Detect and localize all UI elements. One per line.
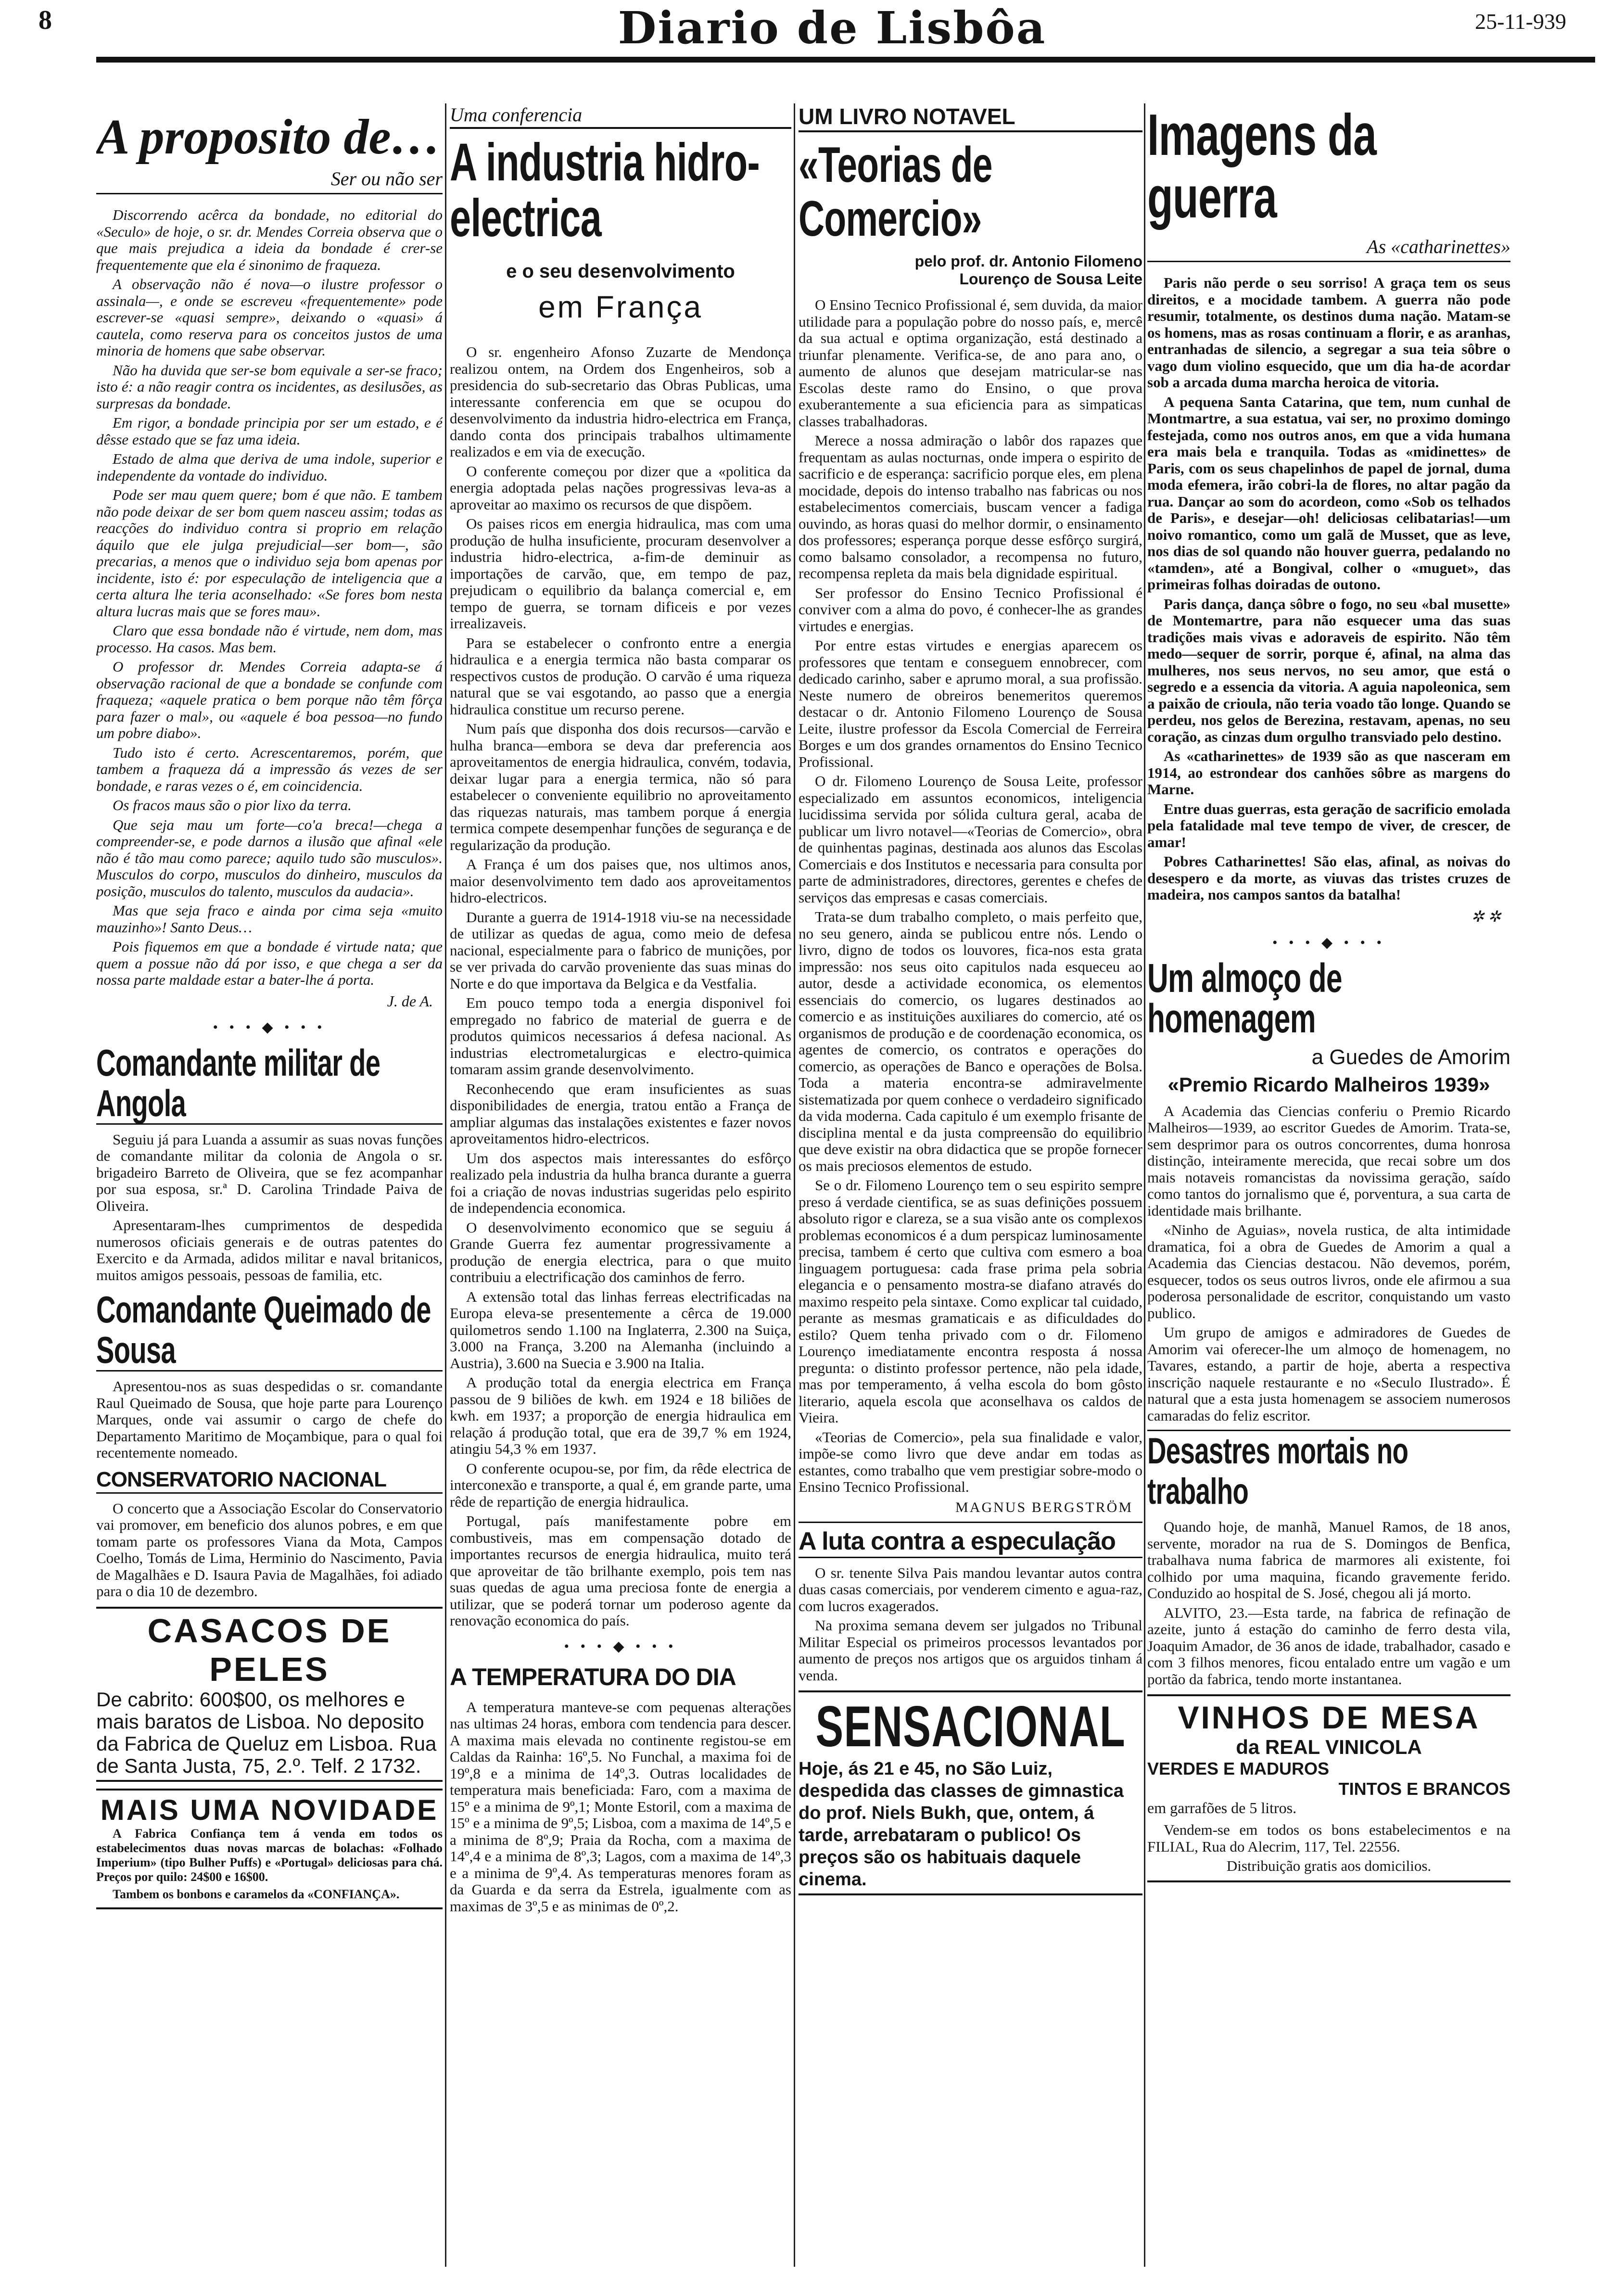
paragraph: Pois fiquemos em que a bondade é virtude nata; que quem a possue não dá por isso, e que chega a ser da nossa parte maldade estar a bater-lhe á porta. xyxy=(96,938,443,988)
paragraph: Um grupo de amigos e admiradores de Guedes de Amorim vai oferecer-lhe um almoço de homenagem, no Tavares, estando, a partir de hoje, aberta a respectiva inscrição naquele restaurante e no «Seculo Ilustrado». É natural que a esta justa homenagem se associem numerosos camaradas do feliz escritor. xyxy=(1147,1324,1510,1424)
page-number: 8 xyxy=(38,5,52,35)
section-headline: CONSERVATORIO NACIONAL xyxy=(96,1467,443,1494)
section-subhead: «Premio Ricardo Malheiros 1939» xyxy=(1167,1073,1490,1096)
ad-line: VERDES E MADUROS xyxy=(1147,1759,1330,1778)
paragraph: Apresentaram-lhes cumprimentos de despedida numerosos oficiais generais e de outras patentes do Exercito e da Armada, adidos militar e naval britanicos, muitos amigos pessoais, pessoas de familia, etc. xyxy=(96,1217,443,1283)
article-headline: «Teorias de Comercio» xyxy=(799,137,992,247)
paragraph: Mas que seja fraco e ainda por cima seja «muito mauzinho»! Santo Deus… xyxy=(96,902,443,936)
ornament-divider: • • • ◆ • • • xyxy=(564,1638,677,1654)
paragraph: A França é um dos paises que, nos ultimos anos, maior desenvolvimento tem dado aos aproveitamentos hidro-electricos. xyxy=(450,856,791,906)
advertisement xyxy=(96,1789,443,1909)
article-signature: J. de A. xyxy=(387,992,433,1010)
column-rule xyxy=(445,103,446,2267)
paragraph: Por entre estas virtudes e energias aparecem os professores que tentam e conseguem ennobrecer, com dedicado carinho, saber e aprumo moral, a sua profissão. Neste numero de obreiros benemeritos queremos destacar o dr. Antonio Filomeno Lourenço de Sousa Leite, ilustre professor da Escola Comercial de Ferreira Borges e um dos grandes ornamentos do Ensino Tecnico Profissional. xyxy=(799,637,1142,770)
paragraph: O concerto que a Associação Escolar do Conservatorio vai promover, em beneficio dos alunos pobres, e em que tomam parte os professores Viana da Mota, Campos Coelho, Tomás de Lima, Herminio do Nascimento, Pavia de Magalhães e D. Isaura Pavia de Magalhães, foi adiado para o dia 10 de dezembro. xyxy=(96,1499,443,1600)
paragraph: Merece a nossa admiração o labôr dos rapazes que frequentam as aulas nocturnas, onde impera o espirito de sacrificio e de esperança: sacrificio porque eles, em plena mocidade, depois do intenso trabalho nas fabricas ou nos estabelecimentos comerciais, buscam vencer a fadiga ouvindo, as horas quasi do melhor dormir, o ensinamento dos professores; esperança porque desse esfôrço surgirá, como balsamo consolador, a recompensa no futuro, recompensa repleta da mais bela dignidade espiritual. xyxy=(799,432,1142,582)
paragraph: A Academia das Ciencias conferiu o Premio Ricardo Malheiros—1939, ao escritor Guedes de Amorim. Trata-se, sem desprimor para os outros concorrentes, duma honrosa distinção, inteiramente merecida, que recai sobre um dos mais notaveis romancistas da novissima geração, saído como tantos do jornalismo que é, porventura, a sua carta de identidade mais brilhante. xyxy=(1147,1102,1510,1219)
paragraph: ALVITO, 23.—Esta tarde, na fabrica de refinação de azeite, junto á estação do caminho de ferro desta vila, Joaquim Amador, de 36 anos de idade, trabalhador, casado e com 3 filhos menores, ficou entalado entre um vagão e um portão da fabrica, tendo morte instantanea. xyxy=(1147,1604,1510,1688)
article-kicker: UM LIVRO NOTAVEL xyxy=(799,103,1142,132)
newspaper-title: Diario de Lisbôa xyxy=(618,2,1047,54)
paragraph: Entre duas guerras, esta geração de sacrificio emolada pela fatalidade mal teve tempo de viver, de crescer, de amar! xyxy=(1147,800,1510,851)
section-headline: A luta contra a especulação xyxy=(799,1522,1142,1558)
article-body xyxy=(1147,275,1510,903)
article-headline: A proposito de… xyxy=(96,109,441,165)
paragraph: A observação não é nova—o ilustre professor o assinala—, e onde se escreveu «frequentemente» pode escrever-se «quasi sempre», deixando o «quasi» á cautela, como reserva para os conceitos justos de uma minoria de homens que sabe observar. xyxy=(96,276,443,359)
ad-text: De cabrito: 600$00, os melhores e mais baratos de Lisboa. No deposito da Fabrica de Queluz em Lisboa. Rua de Santa Justa, 75, 2.º. Telf. 2 1732. xyxy=(96,1688,437,1777)
paragraph: Os fracos maus são o pior lixo da terra. xyxy=(113,797,352,813)
paragraph: Que seja mau um forte—co'a breca!—chega a compreender-se, e pode darnos a ilusão que afinal «ele não é tão mau como parece; aquilo tudo são musculos». Musculos do corpo, musculos do dinheiro, musculos da posição, musculos do talento, musculos da audacia». xyxy=(96,816,443,900)
section-headline: A TEMPERATURA DO DIA xyxy=(450,1663,736,1690)
paragraph: Apresentou-nos as suas despedidas o sr. comandante Raul Queimado de Sousa, que hoje parte para Lourenço Marques, onde vai assumir o cargo de chefe do Departamento Maritimo de Moçambique, para o qual foi recentemente nomeado. xyxy=(96,1378,443,1461)
paragraph: Em pouco tempo toda a energia disponivel foi empregado no fabrico de material de guerra e de produtos quimicos necessarios á defesa nacional. As industrias electrometalurgicas e electro-quimica tomaram assim grande desenvolvimento. xyxy=(450,994,791,1078)
paragraph: Se o dr. Filomeno Lourenço tem o seu espirito sempre preso á verdade cientifica, se as suas definições possuem absoluto rigor e clareza, se a sua visão ante os complexos problemas economicos é a dum perspicaz luminosamente precisa, tambem é certo que cultiva com esmero a boa linguagem portuguesa: cada frase prima pela sobria elegancia e o pensamento mostra-se diafano através do maximo respeito pela sintaxe. Como explicar tal cuidado, perante as mesmas gramaticais e as dificuldades do estilo? Quem tenha privado com o dr. Filomeno Lourenço imediatamente encontra resposta á nossa pregunta: o distinto professor pertence, não pela idade, mas por temperamento, á velha escola do bom gôsto literario, aquela escola que aconselhava os caldos de Vieira. xyxy=(799,1177,1142,1426)
ad-title: CASACOS DE PELES xyxy=(147,1612,392,1688)
paragraph: Os paises ricos em energia hidraulica, mas com uma produção de hulha insuficiente, procuram desenvolver a industria hidro-electrica, a-fim-de deminuir as importações de carvão, que, em tempo de paz, prejudicam o equilibrio da balança comercial e, em tempo de guerra, se tornam dificeis e por vezes irrealizaveis. xyxy=(450,515,791,632)
paragraph: O Ensino Tecnico Profissional é, sem duvida, da maior utilidade para a população pobre do nosso país, e, mercê da sua actual e optima organização, está destinado a triunfar plenamente. Verifica-se, de ano para ano, o aumento de alunos que desejam matricular-se nas Escolas deste ramo do Ensino, o que prova exuberantemente a sua eficiencia para as simpaticas classes trabalhadoras. xyxy=(799,296,1142,430)
ad-title: MAIS UMA NOVIDADE xyxy=(100,1793,439,1826)
paragraph: O sr. engenheiro Afonso Zuzarte de Mendonça realizou ontem, na Ordem dos Engenheiros, sob a presidencia do sub-secretario das Obras Publicas, uma interessante conferencia em que se ocupou do desenvolvimento da industria hidro-electrica em França, dando conta dos principais trabalhos ultimamente realizados e em via de execução. xyxy=(450,343,791,460)
ad-title: VINHOS DE MESA xyxy=(1178,1700,1480,1735)
ad-title: SENSACIONAL xyxy=(815,1694,1126,1759)
paragraph: Pode ser mau quem quere; bom é que não. E tambem não pode deixar de ser bom quem nasceu assim; todas as reacções do individuo contra si proprio em relação áquilo que ele julga prejudicial—ser bom—, são precarias, a menos que o individuo seja bom apenas por incidente, isto é: por especulação de inteligencia que a certa altura lhe teria aconselhado: «Se fores bom nesta altura lucras mais que se fores mau». xyxy=(96,486,443,620)
advertisement xyxy=(1147,1694,1510,1882)
paragraph: Paris não perde o seu sorriso! A graça tem os seus direitos, e a mocidade tambem. A guerra não pode resumir, totalmente, os destinos duma nação. Matam-se os homens, mas as rosas continuam a florir, e as aranhas, entranhadas de silencio, a segregar a sua teia sôbre o vago dum violino esquecido, que um dia ha-de acordar sob a arcada duma marcha heroica de vitoria. xyxy=(1147,274,1510,391)
paragraph: «Teorias de Comercio», pela sua finalidade e valor, impõe-se como livro que deve andar em todas as estantes, como trabalho que vem prestigiar sobre-modo o Ensino Tecnico Profissional. xyxy=(799,1428,1142,1495)
paragraph: A extensão total das linhas ferreas electrificadas na Europa eleva-se presentemente a cêrca de 19.000 quilometros sendo 1.100 na Inglaterra, 2.300 na Suiça, 3.000 na França, 3.200 na Alemanha (incluindo a Austria), 3.600 na Suecia e 3.900 na Italia. xyxy=(450,1288,791,1372)
ornament-divider: • • • ◆ • • • xyxy=(213,1019,326,1035)
masthead-rule xyxy=(96,57,1595,63)
issue-date: 25-11-939 xyxy=(1475,9,1566,34)
article-byline: Lourenço de Sousa Leite xyxy=(959,270,1142,288)
paragraph: O conferente ocupou-se, por fim, da rêde electrica de interconexão e transporte, a qual é, em grande parte, uma rêde de repartição de energia hidraulica. xyxy=(450,1460,791,1510)
paragraph: A produção total da energia electrica em França passou de 9 biliões de kwh. em 1924 e 18 biliões de kwh. em 1937; a proporção de energia hidraulica em relação á produção total, que era de 39,7 % em 1924, atingiu 54,3 % em 1937. xyxy=(450,1374,791,1457)
paragraph: O desenvolvimento economico que se seguiu á Grande Guerra fez aumentar progressivamente a produção de energia electrica, para o que muito contribuiu a electrificação dos caminhos de ferro. xyxy=(450,1219,791,1285)
paragraph: Um dos aspectos mais interessantes do esfôrço realizado pela industria da hulha branca durante a guerra foi a criação de novas industrias sugeridas pelo espirito de independencia economica. xyxy=(450,1149,791,1216)
article-body xyxy=(96,207,443,989)
paragraph: Discorrendo acêrca da bondade, no editorial do «Seculo» de hoje, o sr. dr. Mendes Correia observa que o que mais prejudica a ideia da bondade é crer-se frequentemente que ela é sinonimo de fraqueza. xyxy=(96,206,443,273)
column-4 xyxy=(1147,103,1510,2267)
paragraph: Portugal, país manifestamente pobre em combustiveis, mas em compensação dotado de importantes recursos de energia hidraulica, muito terá que aproveitar de tão brilhante exemplo, pois tem nas suas quedas de agua uma preciosa fonte de energia a utilizar, que se poderá tornar um poderoso agente da renovação economica do país. xyxy=(450,1512,791,1629)
paragraph: Tudo isto é certo. Acrescentaremos, porém, que tambem a fraqueza dá a impressão ás vezes de ser bondade, e raras vezes o é, em coincidencia. xyxy=(96,744,443,794)
paragraph: Trata-se dum trabalho completo, o mais perfeito que, no seu genero, ainda se publicou entre nós. Lendo o livro, digno de todos os louvores, fica-nos esta grata impressão: nos seus oito capitulos nada esqueceu ao autor, desde a actividade economica, os elementos essenciais do comercio, os lugares destinados ao comercio e as instituições auxiliares do comercio, até os organismos de produção e de coordenação economica, os agentes de comercio, os contratos e operações do comercio, as operações de Banco e operações de Bolsa. Toda a materia encontra-se admiravelmente sistematizada por quem conhece o verdadeiro significado da vida moderna. Cada capitulo é um exemplo frisante de disciplina mental e da justa compreensão do equilibrio que deve existir na obra didactica que se propõe fornecer os mais preciosos elementos de estudo. xyxy=(799,908,1142,1174)
column-rule xyxy=(1144,103,1145,2267)
paragraph: Na proxima semana devem ser julgados no Tribunal Militar Especial os primeiros processos levantados por aumento de preços nos artigos que os arguidos tinham á venda. xyxy=(799,1617,1142,1684)
section-subhead: a Guedes de Amorim xyxy=(1311,1045,1510,1069)
paragraph: «Ninho de Aguias», novela rustica, de alta intimidade dramatica, foi a obra de Guedes de Amorim a qual a Academia das Ciencias destacou. Não devemos, porém, esquecer, todos os seus outros livros, onde ele afirmou a sua poderosa personalidade de escritor, conquistando um vasto publico. xyxy=(1147,1221,1510,1321)
ad-text: Hoje, ás 21 e 45, no São Luiz, despedida das classes de gimnastica do prof. Niels Bukh, que, ontem, á tarde, arrebataram o publico! Os preços são os habituais daquele cinema. xyxy=(799,1759,1124,1890)
paragraph: A temperatura manteve-se com pequenas alterações nas ultimas 24 horas, embora com tendencia para descer. A maxima mais elevada no continente registou-se em Caldas da Rainha: 16º,5. No Funchal, a maxima foi de 19º,8 e a minima de 14º,3. Outras localidades de temperatura mais beneficiada: Faro, com a maxima de 15º e a minima de 9º,1; Monte Estoril, com a maxima de 15º e a minima de 9º,5; Lisboa, com a maxima de 14º,5 e a minima de 8º,9; Praia da Rocha, com a maxima de 14º,4 e a minima de 8º,3; Lagos, com a maxima de 14º,3 e a minima de 9º,4. As temperaturas menores foram as da Guarda e da serra da Estrela, igualmente com as maximas de 3º,5 e as minimas de 0º,2. xyxy=(450,1698,791,1915)
ad-text: A Fabrica Confiança tem á venda em todos os estabelecimentos duas novas marcas de bolachas: «Folhado Imperium» (tipo Bulher Puffs) e «Portugal» deliciosas para chá. Preços por quilo: 24$00 e 16$00. xyxy=(96,1826,443,1884)
paragraph: Quando hoje, de manhã, Manuel Ramos, de 18 anos, servente, morador na rua de S. Domingos de Benfica, trabalhava numa fabrica de marmores ali existente, foi colhido por uma maquina, ficando gravemente ferido. Conduzido ao hospital de S. José, chegou ali já morto. xyxy=(1147,1518,1510,1601)
paragraph: O conferente começou por dizer que a «politica da energia adoptada pelas nações progressivas leva-as a aproveitar ao maximo os recursos de que dispõem. xyxy=(450,462,791,513)
paragraph: Estado de alma que deriva de uma indole, superior e independente da vontade do individuo. xyxy=(96,450,443,484)
paragraph: Num país que disponha dos dois recursos—carvão e hulha branca—embora se deva dar preferencia aos aproveitamentos de energia hidraulica, convém, todavia, deixar lugar para a energia termica, não só para estabelecer o conveniente equilibrio no aproveitamento das riquezas naturais, mas tambem porque á energia termica compete desempenhar funções de segurança e de regularização da produção. xyxy=(450,720,791,853)
masthead xyxy=(0,0,1624,53)
paragraph: Pobres Catharinettes! São elas, afinal, as noivas do desespero e da morte, as viuvas das tristes cruzes de madeira, nos campos santos da batalha! xyxy=(1147,853,1510,903)
paragraph: Seguiu já para Luanda a assumir as suas novas funções de comandante militar da colonia de Angola o sr. brigadeiro Barreto de Oliveira, que se fez acompanhar por sua esposa, sr.ª D. Carolina Trindade Paiva de Oliveira. xyxy=(96,1130,443,1214)
column-1 xyxy=(96,103,443,2267)
paragraph: O dr. Filomeno Lourenço de Sousa Leite, professor especializado em assuntos economicos, inteligencia lucidissima servida por sólida cultura geral, acaba de publicar um livro notavel—«Teorias de Comercio», obra de quinhentas paginas, destinada aos alunos das Escolas Comerciais e dos Institutos e necessaria para consulta por parte de administradores, directores, gerentes e chefes de serviços das empresas e casas comerciais. xyxy=(799,773,1142,906)
section-headline: Comandante militar de Angola xyxy=(96,1042,443,1125)
paragraph: Paris dança, dança sôbre o fogo, no seu «bal musette» de Montemartre, para não esquecer uma das suas tradições mais vivas e adoraveis de espirito. Não têm medo—sequer de sorrir, porque é, afinal, na alma das mulheres, nos seus nervos, no seu amor, que está o segredo e a essencia da vitoria. A aguia napoleonica, sem a paixão de crioula, não teria voado tão longe. Quando se perdeu, nos gelos de Berezina, restavam, apenas, no seu coração, as cinzas dum orgulho transviado pelo destino. xyxy=(1147,595,1510,745)
ornament-divider: • • • ◆ • • • xyxy=(1272,934,1386,951)
column-2 xyxy=(450,103,791,2267)
ad-text: Vendem-se em todos os bons estabelecimentos e na FILIAL, Rua do Alecrim, 117, Tel. 22556. xyxy=(1147,1821,1510,1855)
paragraph: Durante a guerra de 1914-1918 viu-se na necessidade de utilizar as quedas de agua, como meio de defesa nacional, especialmente para o fabrico de munições, por se ver privada do carvão proveniente das suas minas do Norte e do que importava da Belgica e da Vestfalia. xyxy=(450,908,791,992)
ad-line: em garrafões de 5 litros. xyxy=(1147,1799,1297,1816)
article-headline: Imagens da guerra xyxy=(1147,103,1377,230)
article-byline: pelo prof. dr. Antonio Filomeno xyxy=(914,253,1142,270)
column-rule xyxy=(794,103,795,2267)
paragraph: Reconhecendo que eram insuficientes as suas disponibilidades de energia, tratou então a França de ampliar algumas das instalações existentes e fazer novos aproveitamentos hidro-electricos. xyxy=(450,1080,791,1147)
section-mark: ✲ ✲ xyxy=(1471,907,1501,925)
section-headline: Comandante Queimado de Sousa xyxy=(96,1289,443,1372)
advertisement xyxy=(799,1690,1142,1895)
article-subhead: em França xyxy=(538,290,703,324)
paragraph: Para se estabelecer o confronto entre a energia hidraulica e a energia termica não basta comparar os respectivos custos de produção. O carvão é uma riqueza natural que se vai esgotando, ao passo que a energia hidraulica constitue um recurso perene. xyxy=(450,634,791,718)
paragraph: Não ha duvida que ser-se bom equivale a ser-se fraco; isto é: a não reagir contra os incidentes, as desilusões, as surpresas da bondade. xyxy=(96,361,443,412)
ad-text: Tambem os bonbons e caramelos da «CONFIANÇA». xyxy=(113,1887,400,1901)
ad-text: Distribuição gratis aos domicilios. xyxy=(1226,1857,1432,1874)
paragraph: As «catharinettes» de 1939 são as que nasceram em 1914, ao estrondear dos canhões sôbre as margens do Marne. xyxy=(1147,748,1510,798)
ad-line: TINTOS E BRANCOS xyxy=(1338,1779,1510,1799)
section-headline: Um almoço de homenagem xyxy=(1147,955,1342,1041)
section-headline: Desastres mortais no trabalho xyxy=(1147,1430,1510,1512)
article-subtitle: As «catharinettes» xyxy=(1147,235,1510,262)
article-headline: A industria hidro-electrica xyxy=(450,133,760,248)
article-signature: MAGNUS BERGSTRÖM xyxy=(955,1499,1133,1515)
column-3 xyxy=(799,103,1142,2267)
advertisement xyxy=(96,1607,443,1782)
paragraph: O professor dr. Mendes Correia adapta-se á observação racional de que a bondade se confunde com fraqueza; «aquele pratica o bem porque não têm fôrça para fazer o mal», ou «aquele é boa pessoa—no fundo um pobre diabo». xyxy=(96,658,443,741)
article-subtitle: Ser ou não ser xyxy=(96,167,443,194)
paragraph: Ser professor do Ensino Tecnico Profissional é conviver com a alma do povo, é conhecer-lhe as grandes virtudes e energias. xyxy=(799,584,1142,635)
article-kicker: Uma conferencia xyxy=(450,103,791,129)
paragraph: O sr. tenente Silva Pais mandou levantar autos contra duas casas comerciais, por venderem cimento e agua-raz, com lucros exagerados. xyxy=(799,1564,1142,1614)
paragraph: A pequena Santa Catarina, que tem, num cunhal de Montmartre, a sua estatua, vai ser, no proximo domingo festejada, como nos outros anos, em que a vida humana era mais bela e tranquila. Todas as «midinettes» de Paris, com os seus chapelinhos de papel de jornal, duma moda efemera, irão cobri-la de flores, no altar pagão da rua. Dançar ao som do acordeon, como «Sob os telhados de Paris», e desejar—oh! deliciosas celibatarias!—um noivo romantico, como um galã de Musset, que as leve, nos dias de sol quando não houver guerra, pedalando no «tamden», até a Bongival, colher o «muguet», das primeiras folhas doiradas de outono. xyxy=(1147,393,1510,593)
ad-line: da REAL VINICOLA xyxy=(1236,1736,1422,1758)
paragraph: Claro que essa bondade não é virtude, nem dom, mas processo. Ha casos. Mas bem. xyxy=(96,622,443,656)
article-subhead: e o seu desenvolvimento xyxy=(506,261,735,282)
paragraph: Em rigor, a bondade principia por ser um estado, e é dêsse estado que se faz uma ideia. xyxy=(96,414,443,448)
